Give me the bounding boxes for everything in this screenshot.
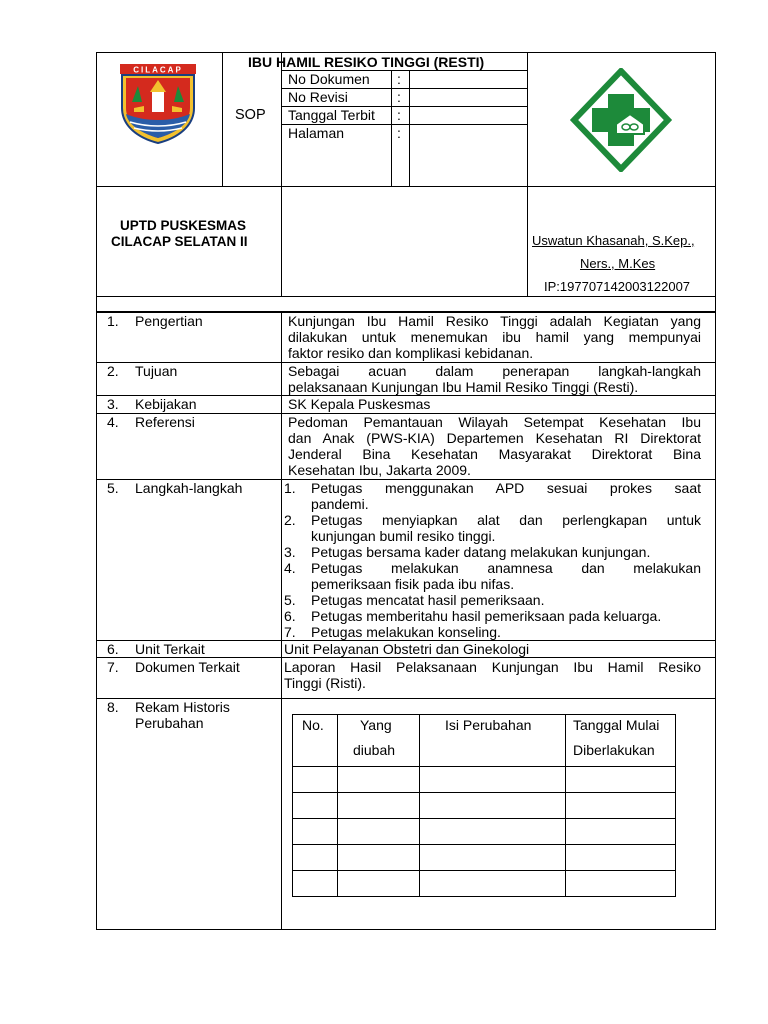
section-label-kebijakan: Kebijakan (135, 396, 197, 412)
kebijakan-text: SK Kepala Puskesmas (288, 396, 431, 412)
meta-sep-2: : (397, 89, 401, 105)
section-label-langkah: Langkah-langkah (135, 480, 243, 496)
section-label-dokumen-terkait: Dokumen Terkait (135, 659, 240, 675)
org-name-line-2: CILACAP SELATAN II (111, 234, 248, 249)
unit-terkait-text: Unit Pelayanan Obstetri dan Ginekologi (284, 641, 530, 657)
meta-sep-3: : (397, 107, 401, 123)
history-header-diubah: diubah (353, 742, 396, 758)
emblem-text: CILACAP (133, 65, 183, 75)
meta-label-tanggal-terbit: Tanggal Terbit (288, 107, 375, 123)
step-4-line-2: pemeriksaan fisik pada ibu nifas. (311, 576, 515, 592)
referensi-line-1: Pedoman Pemantauan Wilayah Setempat Kesehatan Ibu (288, 414, 701, 430)
puskesmas-logo-icon (570, 68, 672, 172)
cilacap-emblem-icon (116, 62, 200, 144)
referensi-line-4: Kesehatan Ibu, Jakarta 2009. (288, 462, 471, 478)
section-label-pengertian: Pengertian (135, 313, 203, 329)
pengertian-line-3: faktor resiko dan komplikasi kebidanan. (288, 345, 534, 361)
tujuan-line-1: Sebagai acuan dalam penerapan langkah-langkah (288, 363, 701, 379)
step-1-line-2: pandemi. (311, 496, 369, 512)
step-num-3: 3. (284, 544, 296, 560)
step-2-line-2: kunjungan bumil resiko tinggi. (311, 528, 496, 544)
step-6-line-1: Petugas memberitahu hasil pemeriksaan pada keluarga. (311, 608, 662, 624)
step-4-line-1: Petugas melakukan anamnesa dan melakukan (311, 560, 701, 576)
org-name-line-1: UPTD PUSKESMAS (120, 218, 247, 233)
step-7-line-1: Petugas melakukan konseling. (311, 624, 501, 640)
history-header-no: No. (302, 717, 324, 733)
document-title: IBU HAMIL RESIKO TINGGI (RESTI) (248, 54, 485, 70)
section-num-2: 2. (107, 363, 119, 379)
section-num-8: 8. (107, 699, 119, 715)
signer-nip: IP:197707142003122007 (544, 279, 691, 294)
pengertian-line-1: Kunjungan Ibu Hamil Resiko Tinggi adalah Kegiatan yang (288, 313, 701, 329)
meta-label-halaman: Halaman (288, 125, 345, 141)
meta-sep-1: : (397, 71, 401, 87)
step-num-5: 5. (284, 592, 296, 608)
step-3-line-1: Petugas bersama kader datang melakukan kunjungan. (311, 544, 651, 560)
section-num-3: 3. (107, 396, 119, 412)
section-num-7: 7. (107, 659, 119, 675)
step-num-7: 7. (284, 624, 296, 640)
section-label-tujuan: Tujuan (135, 363, 178, 379)
step-num-4: 4. (284, 560, 296, 576)
section-num-5: 5. (107, 480, 119, 496)
step-5-line-1: Petugas mencatat hasil pemeriksaan. (311, 592, 545, 608)
history-header-yang: Yang (360, 717, 392, 733)
referensi-line-2: dan Anak (PWS-KIA) Departemen Kesehatan RI Direktorat (288, 430, 701, 446)
section-num-6: 6. (107, 641, 119, 657)
step-1-line-1: Petugas menggunakan APD sesuai prokes saat (311, 480, 701, 496)
section-label-referensi: Referensi (135, 414, 195, 430)
meta-label-no-revisi: No Revisi (288, 89, 348, 105)
step-num-1: 1. (284, 480, 296, 496)
referensi-line-3: Jenderal Bina Kesehatan Masyarakat Direktorat Bina (288, 446, 701, 462)
section-num-1: 1. (107, 313, 119, 329)
section-label-rekam-1: Rekam Historis (135, 699, 230, 715)
step-num-2: 2. (284, 512, 296, 528)
signer-name: Uswatun Khasanah, S.Kep., (532, 233, 695, 248)
dokumen-terkait-line-1: Laporan Hasil Pelaksanaan Kunjungan Ibu Hamil Resiko (284, 659, 701, 675)
section-label-rekam-2: Perubahan (135, 715, 204, 731)
step-num-6: 6. (284, 608, 296, 624)
meta-label-no-dokumen: No Dokumen (288, 71, 370, 87)
section-num-4: 4. (107, 414, 119, 430)
signer-title: Ners., M.Kes (580, 256, 656, 271)
history-header-tanggal: Tanggal Mulai (573, 717, 660, 733)
history-header-diberlakukan: Diberlakukan (573, 742, 655, 758)
meta-sep-4: : (397, 125, 401, 141)
section-label-unit-terkait: Unit Terkait (135, 641, 205, 657)
tujuan-line-2: pelaksanaan Kunjungan Ibu Hamil Resiko Tinggi (Resti). (288, 379, 639, 395)
pengertian-line-2: dilakukan untuk menemukan ibu hamil yang mempunyai (288, 329, 701, 345)
sop-label: SOP (235, 107, 266, 123)
history-header-isi: Isi Perubahan (445, 717, 532, 733)
dokumen-terkait-line-2: Tinggi (Risti). (284, 675, 366, 691)
step-2-line-1: Petugas menyiapkan alat dan perlengkapan untuk (311, 512, 701, 528)
